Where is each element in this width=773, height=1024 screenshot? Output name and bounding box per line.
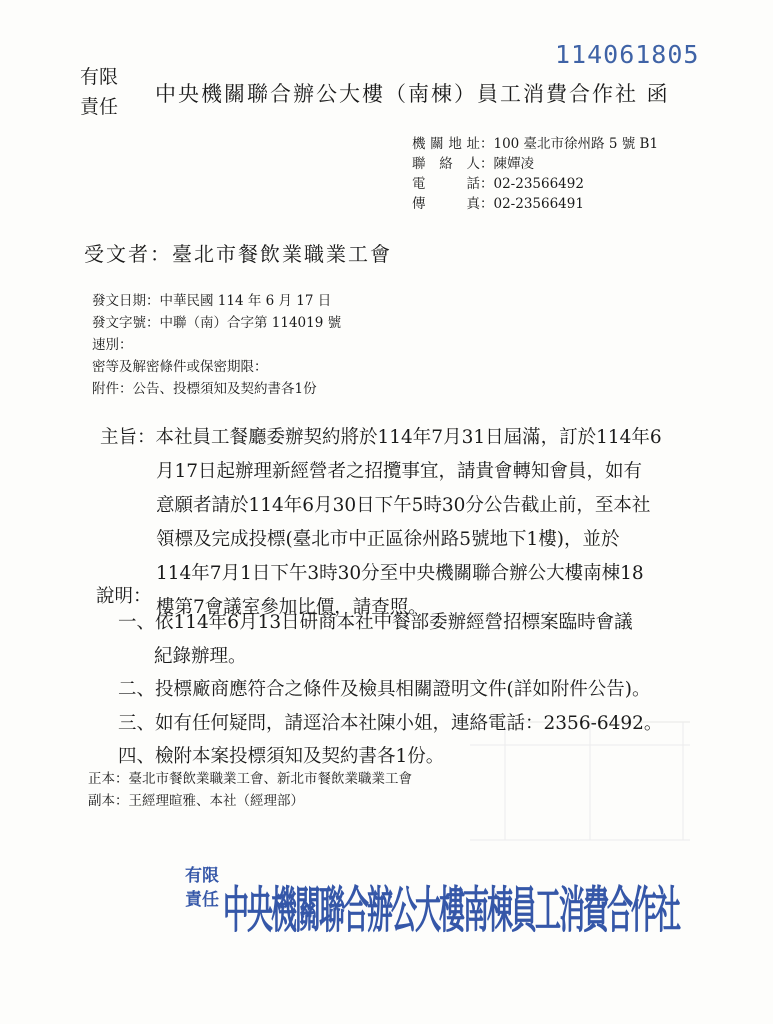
explanation-item-continued: 紀錄辦理。: [154, 645, 247, 667]
explanation-heading: 說明：: [96, 586, 152, 607]
contact-value: ：陳嬋凌: [480, 156, 534, 172]
contact-value: ：100 臺北市徐州路 5 號 B1: [480, 136, 659, 152]
contact-label: 機關地址: [412, 136, 480, 152]
subject-section: [100, 421, 662, 625]
carbon-copy-recipients: 副本：王經理暄雅、本社（經理部）: [88, 793, 304, 809]
explanation-item: 一、依114年6月13日研商本社中餐部委辦經營招標案臨時會議: [118, 612, 633, 633]
document-metadata: [92, 290, 341, 400]
seal-small-text: 有限 責任: [185, 866, 219, 910]
subject-line: 月17日起辦理新經營者之招攬事宜，請貴會轉知會員，如有: [156, 461, 643, 482]
subject-line: 樓第7會議室參加比價，請查照。: [156, 597, 427, 618]
subject-line: 意願者請於114年6月30日下午5時30分公告截止前，至本社: [156, 495, 651, 516]
contact-address-row: [412, 134, 658, 154]
contact-label: 電話: [412, 176, 480, 192]
contact-label: 聯絡人: [412, 156, 480, 172]
recipient: 受文者：臺北市餐飲業職業工會: [84, 242, 392, 266]
contact-phone-row: [412, 174, 658, 194]
organization-seal-stamp: [185, 858, 680, 941]
explanation-list: [118, 606, 662, 774]
contact-value: ：02-23566492: [480, 176, 584, 192]
contact-info: [412, 134, 658, 214]
document-title: 中央機關聯合辦公大樓（南棟）員工消費合作社 函: [155, 82, 670, 106]
contact-fax-row: [412, 194, 658, 214]
org-type-label: 有限 責任: [80, 66, 119, 118]
contact-label: 傳真: [412, 196, 480, 212]
issue-date: 發文日期：中華民國 114 年 6 月 17 日: [92, 293, 332, 309]
attachments: 附件：公告、投標須知及契約書各1份: [92, 381, 317, 397]
explanation-item: 三、如有任何疑問，請逕洽本社陳小姐，連絡電話：2356-6492。: [118, 712, 663, 734]
explanation-item: 二、投標廠商應符合之條件及檢具相關證明文件(詳如附件公告)。: [118, 679, 651, 700]
document-number-stamp: 114061805: [555, 40, 700, 69]
urgency: 速別：: [92, 337, 133, 353]
subject-line: 114年7月1日下午3時30分至中央機關聯合辦公大樓南棟18: [156, 563, 644, 584]
contact-person-row: [412, 154, 658, 174]
subject-line: 領標及完成投標(臺北市中正區徐州路5號地下1樓)，並於: [156, 529, 620, 550]
original-copy-recipients: 正本：臺北市餐飲業職業工會、新北市餐飲業職業工會: [88, 771, 412, 787]
subject-line: 主旨：本社員工餐廳委辦契約將於114年7月31日屆滿，訂於114年6: [100, 427, 662, 448]
confidentiality: 密等及解密條件或保密期限：: [92, 359, 268, 375]
issue-number: 發文字號：中聯（南）合字第 114019 號: [92, 315, 342, 331]
contact-value: ：02-23566491: [480, 196, 584, 212]
seal-main-text: 中央機關聯合辦公大樓南棟員工消費合作社: [223, 883, 680, 941]
explanation-item: 四、檢附本案投標須知及契約書各1份。: [118, 746, 445, 767]
distribution-list: [88, 768, 412, 812]
